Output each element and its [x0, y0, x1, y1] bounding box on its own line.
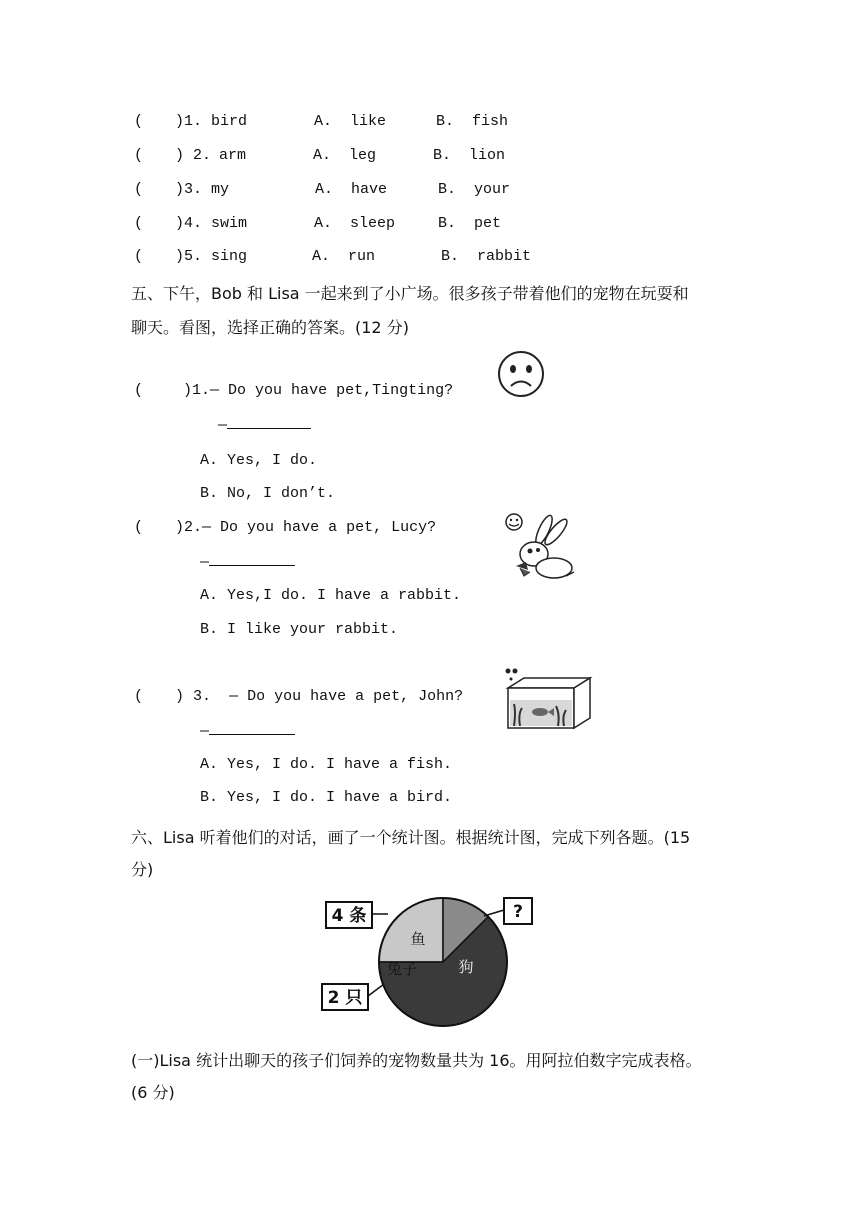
option-b: B. your	[438, 181, 511, 198]
question-2: ( )2.— Do you have a pet, Lucy?	[134, 519, 437, 536]
matching-row-2: ( ) 2.	[134, 147, 212, 164]
question-3: ( ) 3. — Do you have a pet, John?	[134, 688, 464, 705]
section6-subquestion-cont: (6 分)	[131, 1083, 175, 1102]
fish-slice-label: 鱼	[410, 930, 426, 948]
option-b: B. No, I don’t.	[200, 485, 336, 502]
section5-heading: 五、下午，Bob 和 Lisa 一起来到了小广场。很多孩子带着他们的宠物在玩耍和	[131, 284, 689, 303]
item-number: 5.	[184, 248, 203, 265]
section5-heading-cont: 聊天。看图，选择正确的答案。(12 分)	[131, 318, 409, 337]
matching-word: arm	[219, 147, 247, 164]
item-number: 1.	[184, 113, 203, 130]
answer-paren-open: (	[134, 113, 144, 130]
pet-pie-chart	[318, 888, 538, 1032]
option-a: A. leg	[313, 147, 377, 164]
option-a: A. Yes,I do. I have a rabbit.	[200, 587, 462, 604]
option-b: B. I like your rabbit.	[200, 621, 399, 638]
section6-heading-cont: 分)	[131, 860, 154, 879]
item-number: 3.	[184, 181, 203, 198]
option-b: B. pet	[438, 215, 502, 232]
option-a: A. like	[314, 113, 387, 130]
item-number: 2.	[193, 147, 212, 164]
matching-row-3: ( )3.	[134, 181, 203, 198]
option-b: B. Yes, I do. I have a bird.	[200, 789, 453, 806]
response-line: —	[200, 553, 295, 571]
matching-word: sing	[211, 248, 248, 265]
fish-tank-icon	[502, 666, 594, 732]
section6-subquestion: (一)Lisa 统计出聊天的孩子们饲养的宠物数量共为 16。用阿拉伯数字完成表格。	[131, 1051, 702, 1070]
matching-word: my	[211, 181, 230, 198]
item-number: 4.	[184, 215, 203, 232]
option-a: A. Yes, I do.	[200, 452, 318, 469]
rabbit-icon	[500, 510, 580, 586]
option-a: A. Yes, I do. I have a fish.	[200, 756, 453, 773]
option-a: A. sleep	[314, 215, 396, 232]
matching-row-1: ( )1.	[134, 113, 203, 130]
option-b: B. lion	[433, 147, 506, 164]
response-blank[interactable]	[227, 416, 311, 429]
option-b: B. rabbit	[441, 248, 532, 265]
matching-word: swim	[211, 215, 248, 232]
matching-row-5: ( )5.	[134, 248, 203, 265]
dog-slice-label: 狗	[458, 958, 474, 976]
response-blank[interactable]	[209, 722, 295, 735]
rabbit-callout-label: 2 只	[327, 988, 363, 1008]
option-a: A. have	[315, 181, 388, 198]
response-line: —	[218, 416, 311, 434]
response-blank[interactable]	[209, 553, 295, 566]
option-a: A. run	[312, 248, 376, 265]
option-b: B. fish	[436, 113, 509, 130]
rabbit-slice-label: 兔子	[386, 960, 418, 978]
response-line: —	[200, 722, 295, 740]
question-1: ( )1.— Do you have pet,Tingting?	[134, 382, 454, 399]
section6-heading: 六、Lisa 听着他们的对话，画了一个统计图。根据统计图，完成下列各题。(15	[131, 828, 691, 847]
dog-callout-label: ?	[513, 902, 523, 922]
sad-face-icon	[496, 350, 546, 398]
matching-word: bird	[211, 113, 248, 130]
fish-callout-label: 4 条	[331, 906, 367, 926]
matching-row-4: ( )4.	[134, 215, 203, 232]
